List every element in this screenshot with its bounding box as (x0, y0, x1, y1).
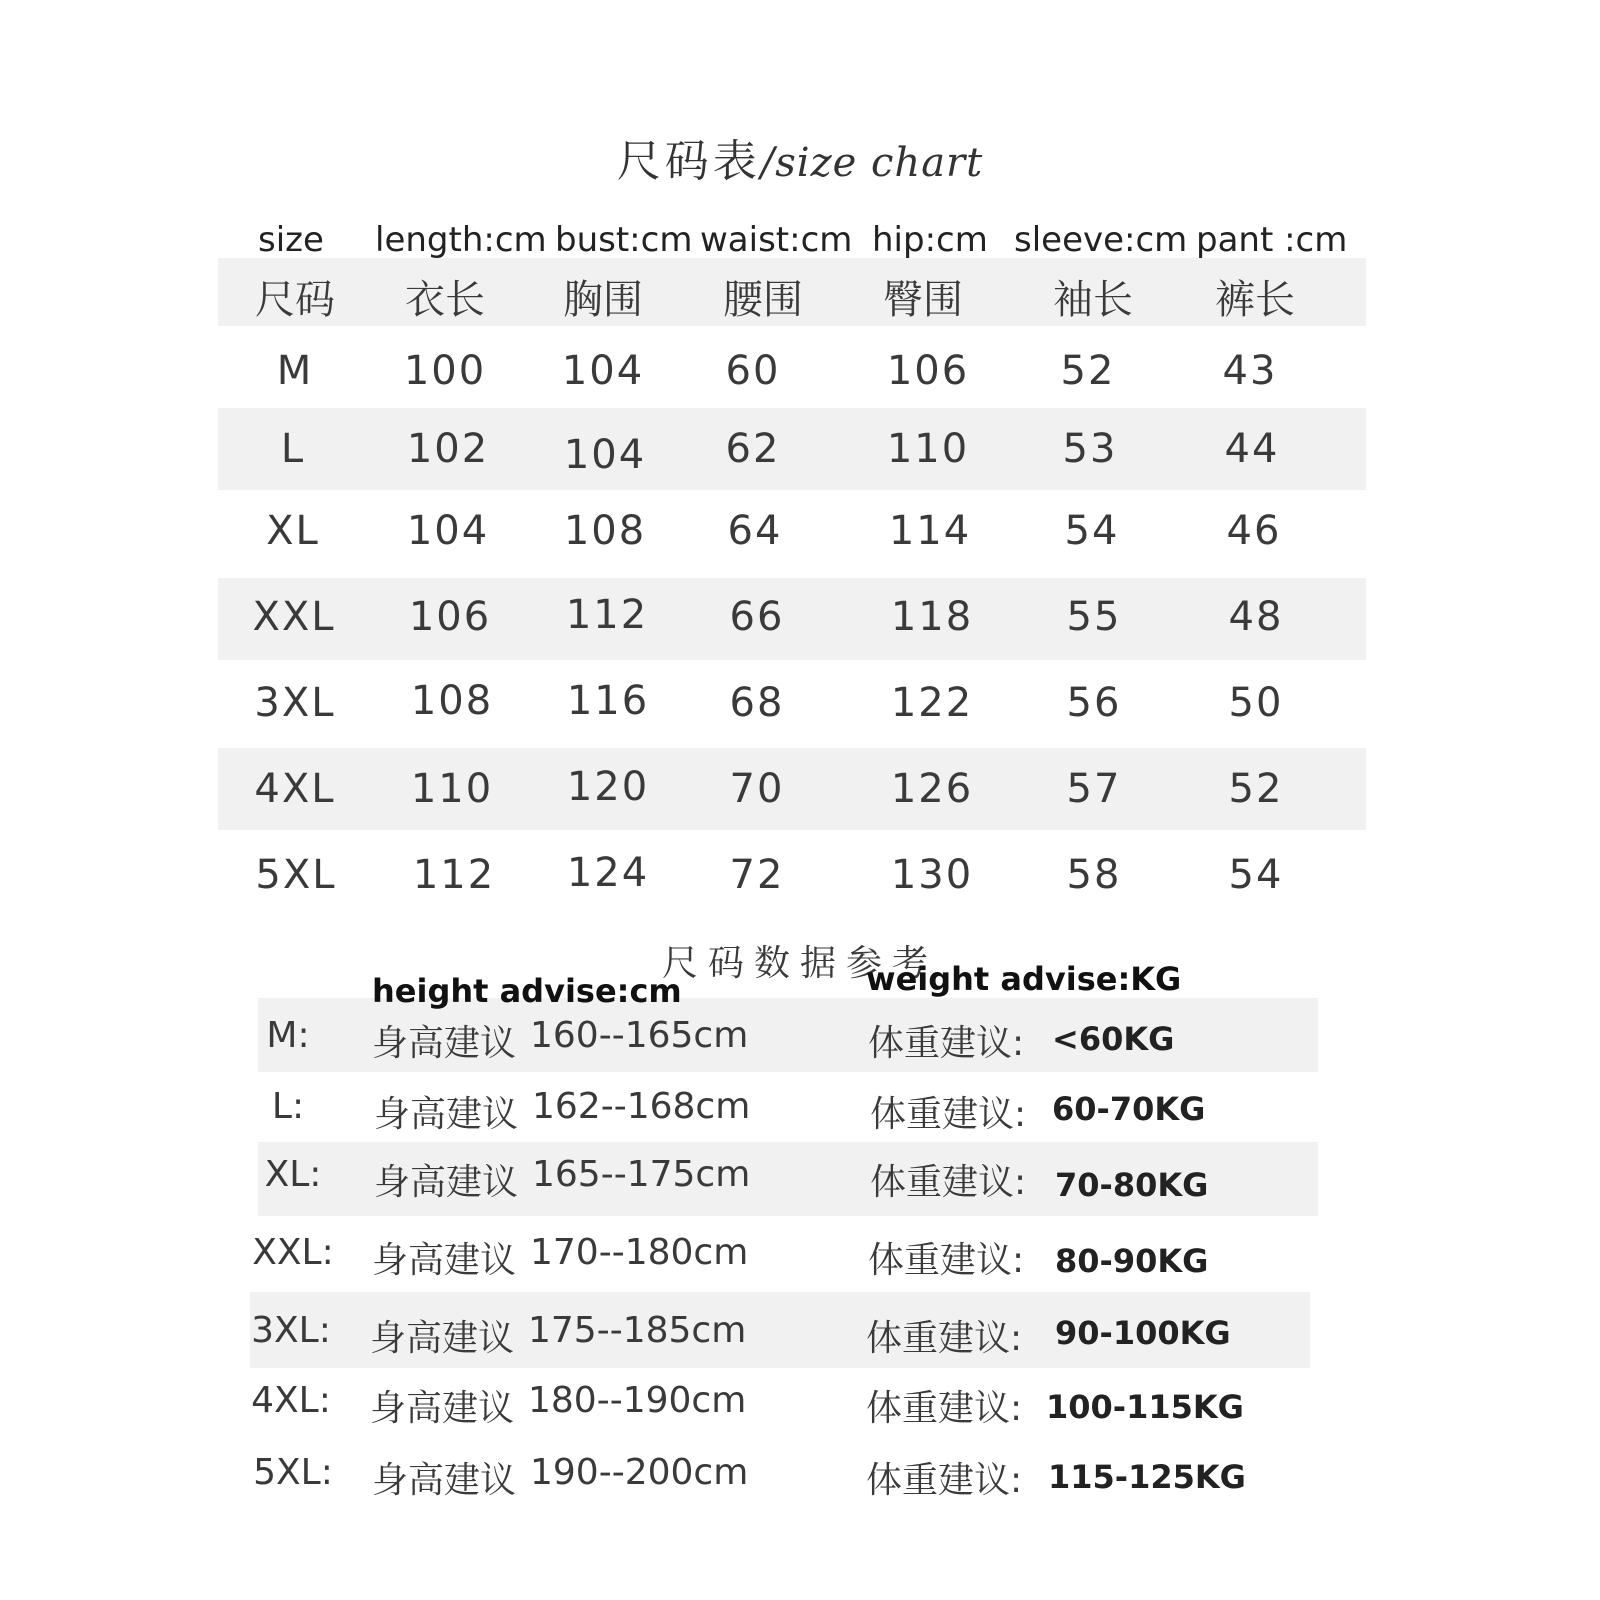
weight-prefix: 体重建议: (868, 1023, 1025, 1064)
weight-value: 100-115KG (1046, 1388, 1244, 1426)
advice-size: 5XL: (253, 1452, 333, 1493)
weight-prefix: 体重建议: (866, 1388, 1023, 1429)
cell-bust: 104 (561, 348, 645, 394)
cell-sleeve: 55 (1066, 594, 1122, 640)
cell-waist: 72 (729, 852, 785, 898)
header-en-hip: hip:cm (872, 220, 988, 260)
cell-length: 104 (406, 508, 490, 554)
cell-bust: 120 (566, 764, 650, 810)
cell-pant: 43 (1222, 348, 1278, 394)
weight-value: 90-100KG (1055, 1314, 1231, 1352)
cell-waist: 62 (725, 426, 781, 472)
cell-waist: 64 (727, 508, 783, 554)
cell-sleeve: 58 (1066, 852, 1122, 898)
page-title (0, 125, 1600, 189)
cell-hip: 110 (886, 426, 970, 472)
title-cn: 尺码表 (616, 136, 761, 187)
cell-length: 102 (406, 426, 490, 472)
header-en-size: size (258, 220, 324, 260)
cell-pant: 54 (1228, 852, 1284, 898)
header-en-length: length:cm (375, 220, 547, 260)
cell-hip: 126 (890, 766, 974, 812)
height-prefix: 身高建议 (372, 1240, 517, 1281)
cell-sleeve: 54 (1064, 508, 1120, 554)
cell-size: 5XL (255, 852, 337, 898)
weight-prefix: 体重建议: (870, 1162, 1027, 1203)
header-en-sleeve: sleeve:cm (1014, 220, 1188, 260)
height-prefix: 身高建议 (372, 1023, 517, 1064)
height-value: 190--200cm (530, 1452, 749, 1493)
cell-bust: 104 (563, 432, 647, 478)
cell-pant: 50 (1228, 680, 1284, 726)
title-en: /size chart (760, 140, 984, 186)
height-value: 170--180cm (530, 1232, 749, 1273)
height-prefix: 身高建议 (370, 1318, 515, 1359)
cell-size: L (280, 426, 306, 472)
cell-hip: 118 (890, 594, 974, 640)
cell-waist: 68 (729, 680, 785, 726)
cell-length: 110 (410, 766, 494, 812)
cell-sleeve: 52 (1060, 348, 1116, 394)
cell-bust: 112 (565, 592, 649, 638)
cell-size: 4XL (254, 766, 336, 812)
cell-length: 106 (408, 594, 492, 640)
height-prefix: 身高建议 (372, 1460, 517, 1501)
cell-length: 100 (403, 348, 487, 394)
cell-bust: 116 (566, 678, 650, 724)
height-prefix: 身高建议 (374, 1162, 519, 1203)
weight-prefix: 体重建议: (866, 1460, 1023, 1501)
height-value: 175--185cm (528, 1310, 747, 1351)
cell-hip: 130 (890, 852, 974, 898)
cell-size: XXL (252, 594, 336, 640)
cell-size: XL (266, 508, 320, 554)
advice-size: 3XL: (251, 1310, 331, 1351)
cell-pant: 46 (1226, 508, 1282, 554)
cell-pant: 52 (1228, 766, 1284, 812)
cell-size: M (276, 348, 314, 394)
cell-hip: 114 (888, 508, 972, 554)
header-cn-bust: 胸围 (563, 277, 643, 323)
cell-hip: 106 (886, 348, 970, 394)
height-value: 180--190cm (528, 1380, 747, 1421)
header-cn-pant: 裤长 (1215, 277, 1295, 323)
cell-sleeve: 53 (1062, 426, 1118, 472)
cell-waist: 60 (725, 348, 781, 394)
cell-length: 112 (412, 852, 496, 898)
weight-value: 115-125KG (1048, 1458, 1246, 1496)
weight-prefix: 体重建议: (868, 1240, 1025, 1281)
height-value: 160--165cm (530, 1015, 749, 1056)
cell-hip: 122 (890, 680, 974, 726)
advice-size: XXL: (252, 1232, 334, 1273)
header-cn-sleeve: 袖长 (1053, 277, 1133, 323)
cell-waist: 70 (729, 766, 785, 812)
header-en-waist: waist:cm (700, 220, 853, 260)
header-en-pant: pant :cm (1196, 220, 1348, 260)
height-advise-header: height advise:cm (372, 972, 682, 1010)
weight-prefix: 体重建议: (866, 1318, 1023, 1359)
weight-value: 80-90KG (1055, 1242, 1209, 1280)
advice-size: XL: (264, 1154, 322, 1195)
cell-bust: 124 (566, 850, 650, 896)
advice-subtitle: 尺码数据参考 (661, 943, 938, 984)
cell-sleeve: 57 (1066, 766, 1122, 812)
cell-pant: 44 (1224, 426, 1280, 472)
weight-value: 70-80KG (1055, 1166, 1209, 1204)
height-prefix: 身高建议 (370, 1388, 515, 1429)
height-value: 165--175cm (532, 1154, 751, 1195)
height-prefix: 身高建议 (374, 1094, 519, 1135)
header-cn-hip: 臀围 (883, 277, 963, 323)
weight-advise-header: weight advise:KG (866, 960, 1182, 998)
weight-value: <60KG (1052, 1020, 1175, 1058)
weight-value: 60-70KG (1052, 1090, 1206, 1128)
cell-sleeve: 56 (1066, 680, 1122, 726)
header-en-bust: bust:cm (555, 220, 693, 260)
cell-bust: 108 (563, 508, 647, 554)
header-cn-waist: 腰围 (723, 277, 803, 323)
advice-size: M: (266, 1015, 310, 1056)
cell-pant: 48 (1228, 594, 1284, 640)
weight-prefix: 体重建议: (870, 1094, 1027, 1135)
header-cn-length: 衣长 (405, 277, 485, 323)
height-value: 162--168cm (532, 1086, 751, 1127)
cell-waist: 66 (729, 594, 785, 640)
advice-size: L: (271, 1086, 305, 1127)
cell-size: 3XL (254, 680, 336, 726)
advice-size: 4XL: (251, 1380, 331, 1421)
cell-length: 108 (410, 678, 494, 724)
header-cn-size: 尺码 (255, 277, 335, 323)
